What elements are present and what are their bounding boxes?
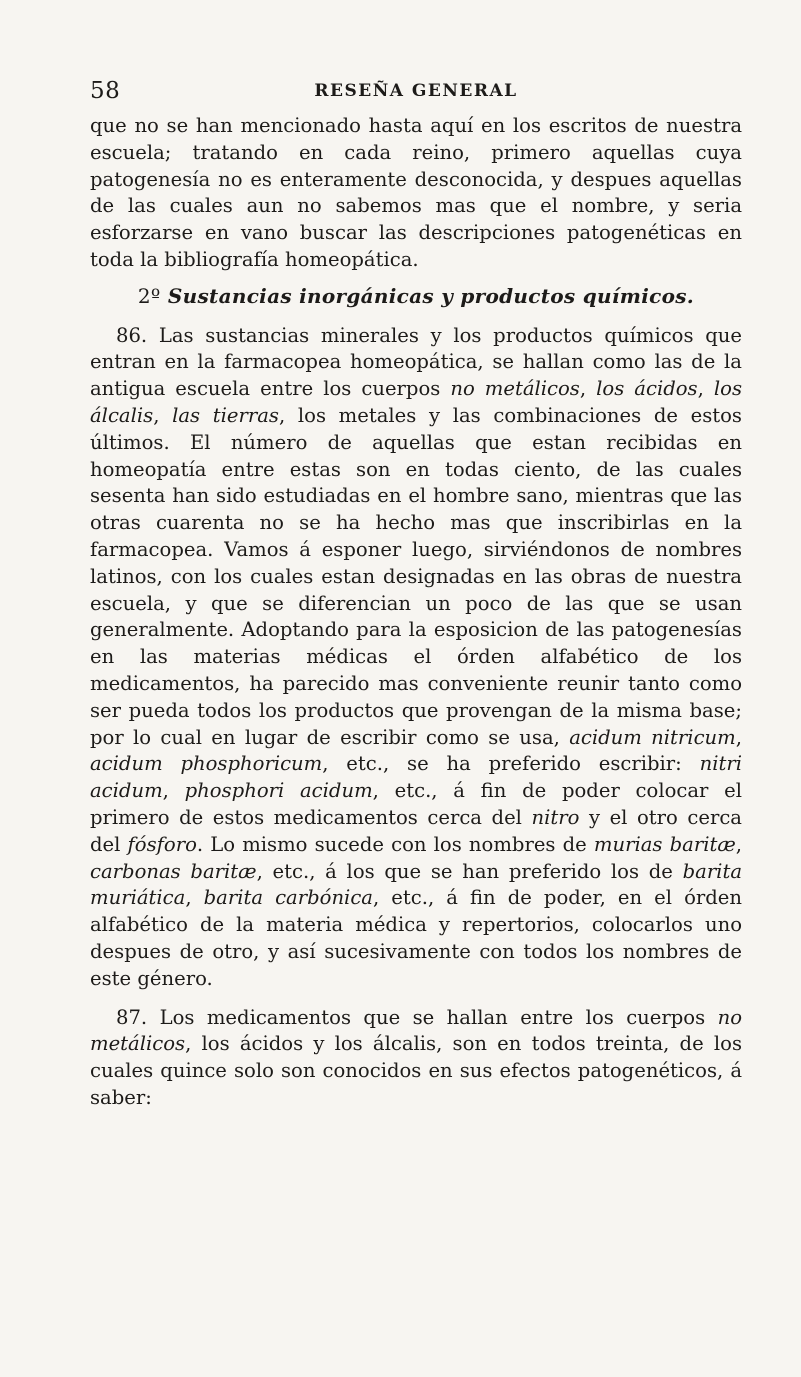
text-run: , (153, 403, 173, 427)
italic-term: nitri acidum (90, 752, 743, 803)
italic-term: murias baritæ (593, 832, 736, 856)
text-run: , (735, 725, 742, 749)
section-title: Sustancias inorgánicas y productos químicos. (167, 283, 695, 308)
paragraph-continuation: que no se han mencionado hasta aquí en los escritos de nuestra escuela; tratando en cada reino, primero aquellas cuya patogenesía no es enteramente desconocida, y despues aquellas de las cuales aun no sabemos mas que el nombre, y seria esforzarse en vano buscar las descripciones patogenéticas en toda la bibliografía homeopática. (90, 114, 742, 271)
page-header (90, 78, 742, 108)
page-number: 58 (90, 78, 121, 104)
running-head: RESEÑA GENERAL (314, 81, 518, 101)
text-run: y el otro cerca del (90, 805, 742, 856)
italic-term: nitro (531, 805, 580, 829)
text-run: , etc., se ha preferido escribir: (322, 752, 700, 776)
italic-term: las tierras (172, 403, 279, 427)
italic-term: no metálicos (450, 377, 580, 401)
text-run: 87. Los medicamentos que se hallan entre los cuerpos (116, 1005, 718, 1029)
text-run: , (579, 377, 597, 401)
text-run: , etc., á fin de poder, en el órden alfabético de la materia médica y repertorios, colocarlos uno despues de otro, y así sucesivamente con todos los nombres de este género. (90, 886, 742, 990)
italic-term: fósforo (127, 832, 197, 856)
text-run: , los metales y las combinaciones de estos últimos. El número de aquellas que estan recibidas en homeopatía entre estas son en todas ciento, de las cuales sesenta han sido estudiadas en el hombre sano, mientras que las otras cuarenta no se ha hecho mas que inscribirlas en la farmacopea. Vamos á esponer luego, sirviéndonos de nombres latinos, con los cuales estan designadas en las obras de nuestra escuela, y que se diferencian un poco de las que se usan generalmente. Adoptando para la esposicion de las patogenesías en las materias médicas el órden alfabético de los medicamentos, ha parecido mas conveniente reunir tanto como ser pueda todos los productos que provengan de la misma base; por lo cual en lugar de escribir como se usa, (90, 403, 742, 749)
italic-term: carbonas baritæ (90, 859, 257, 883)
italic-term: phosphori acidum (184, 779, 373, 803)
text-run: 86. Las sustancias minerales y los productos químicos que entran en la farmacopea homeopática, se hallan como las de la antigua escuela entre los cuerpos (90, 323, 742, 401)
text-run: , (697, 377, 714, 401)
text-run: , (735, 832, 742, 856)
text-run: , (185, 886, 204, 910)
paragraph-87 (90, 1005, 742, 1112)
italic-term: los álcalis (90, 377, 742, 427)
italic-term: acidum nitricum (569, 725, 736, 749)
italic-term: no metálicos (90, 1005, 742, 1056)
text-run: , etc., á los que se han preferido los de (256, 859, 683, 883)
section-heading (90, 283, 742, 310)
italic-term: barita carbónica (203, 886, 373, 910)
italic-term: acidum phosphoricum (90, 752, 323, 776)
text-run: , (162, 779, 185, 803)
section-number: 2º (137, 283, 161, 308)
text-run: . Lo mismo sucede con los nombres de (196, 832, 594, 856)
body-text (90, 113, 742, 1112)
text-run: , etc., á fin de poder colocar el primero de estos medicamentos cerca del (90, 779, 742, 829)
italic-term: los ácidos (596, 377, 698, 401)
italic-term: barita muriática (90, 859, 743, 910)
paragraph-86 (90, 323, 742, 993)
text-run: , los ácidos y los álcalis, son en todos treinta, de los cuales quince solo son conocidos en sus efectos patogenéticos, á saber: (90, 1032, 742, 1109)
